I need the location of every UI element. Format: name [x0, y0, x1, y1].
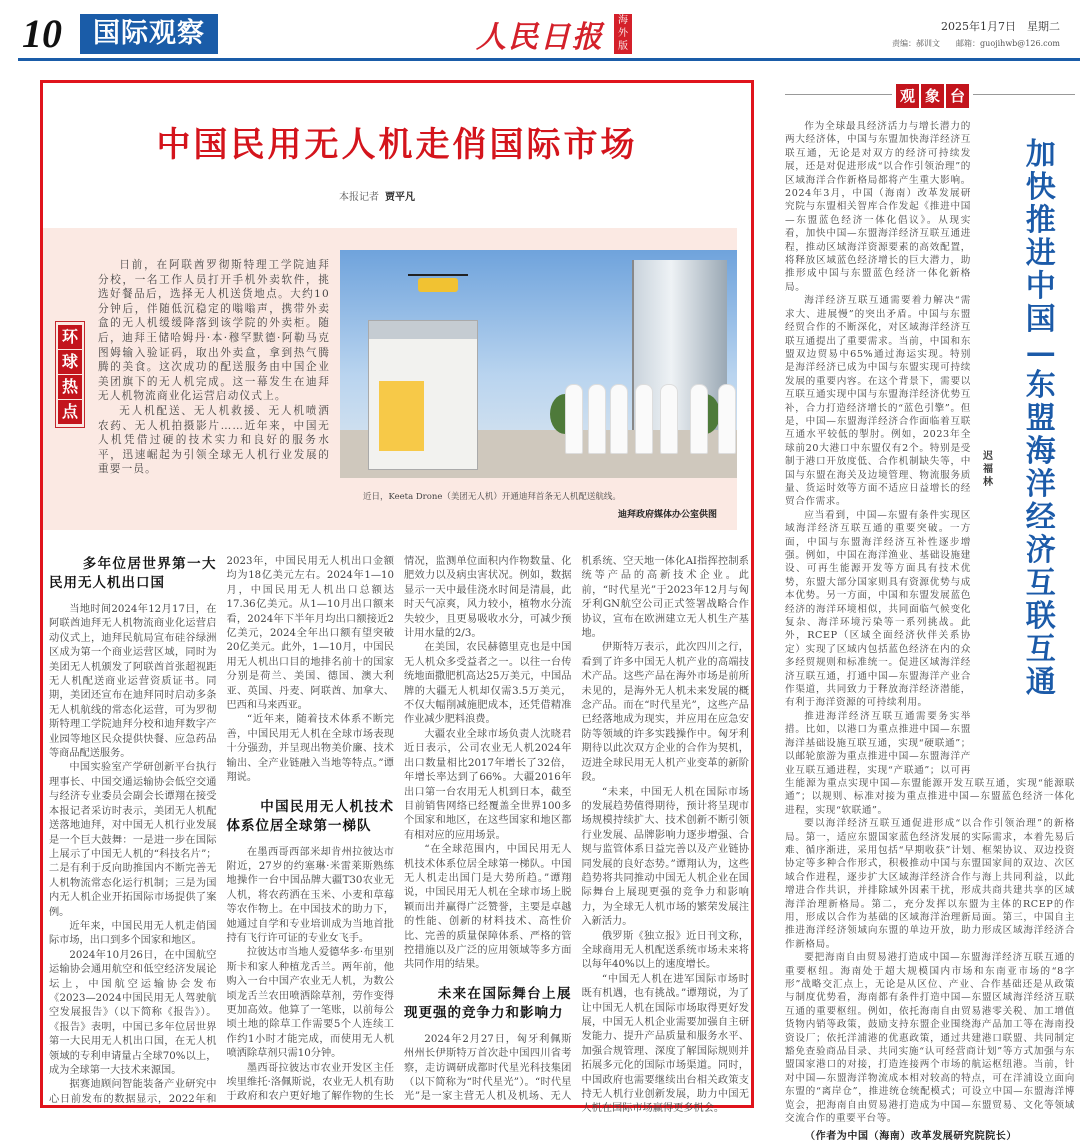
tag-char: 点	[58, 400, 82, 424]
byline-name: 贾平凡	[385, 192, 415, 203]
column-paragraph: 要把海南自由贸易港打造成中国—东盟海洋经济互联互通的重要枢纽。海南处于超大规模国内市场和东南亚市场的“8字形”战略交汇点上，无论是从区位、产业、合作基础还是从政策与制度优势看，海南都有条件打造中国—东盟区域海洋经济互联互通的重要枢纽。例如，依托海南自由贸易港零关税、加工增值货物内销等政策，鼓励支持东盟企业围绕海产品加工等在海南投资设厂；依托洋浦港的优惠政策，通过共建港口联盟、共同制定豁免查验商品目录、共同实施“认可经营商计划”等方式加强与东盟国家港口的对接，打造连接两个市场的航运枢纽港。当前，针对中国—东盟海洋物流成本相对较高的特点，可在洋浦设立面向东盟的“离岸仓”，推进统仓统配模式；可设立中国—东盟海洋博览会，把海南自由贸易港打造成为中国—东盟贸易、文化等领域交流合作的重要平台等。	[785, 952, 1075, 1125]
page-header	[0, 0, 1080, 62]
body-paragraph: “近年来，随着技术体系不断完善，中国民用无人机在全球市场表现十分强劲，并呈现出物美价廉、技术输出、全产业链融入当地等特点。”谭翔说。	[226, 714, 394, 784]
label-char: 象	[921, 84, 944, 108]
lead-section	[43, 228, 737, 530]
page-number: 10	[22, 11, 62, 56]
drone-delivery-photo	[340, 250, 737, 478]
label-char: 观	[896, 84, 919, 108]
column-text	[785, 120, 1075, 1142]
subheading: 多年位居世界第一大民用无人机出口国	[49, 556, 217, 591]
subheading: 未来在国际舞台上展现更强的竞争力和影响力	[404, 985, 572, 1021]
section-title: 国际观察	[80, 14, 218, 54]
tag-char: 球	[58, 350, 82, 374]
body-paragraph: 当地时间2024年12月17日，在阿联酋迪拜无人机物流商业化运营启动仪式上，迪拜民航局宣布硅谷绿洲区成为第一个商业运营区域，同时为美团无人机颁发了阿联酋首张超视距无人机配送商业运营资质证书。同期，美团还宣布在迪拜同时启动多条无人机航线的常态化运营，可为罗彻斯特理工学院迪拜分校和迪拜数字产业园等地区民众提供快餐、应急药品等商品配送服务。	[49, 604, 217, 760]
body-paragraph: “中国无人机在进军国际市场时既有机遇，也有挑战。”谭翔说，为了让中国无人机在国际市场取得更好发展，中国无人机企业需要加强自主研发能力、提升产品质量和服务水平、加强合规管理、深度了解国际规则并拓展多元化的国际市场渠道。同时，中国政府也需要继续出台相关政策支持无人机行业创新发展，助力中国无人机在国际市场赢得更多机会。	[581, 973, 749, 1115]
column-paragraph: 作为全球最具经济活力与增长潜力的两大经济体，中国与东盟加快海洋经济互联互通，无论是对双方的经济可持续发展，还是对促进形成“以合作引领治理”的区域海洋合作新格局都将产生重大影响。2024年3月，中国（海南）改革发展研究院与东盟相关智库合作发起《推进中国—东盟蓝色经济一体化倡议》。从现实看，加快中国—东盟海洋经济互联互通进程，推动区域海洋资源要素的高效配置，将释放区域蓝色经济增长的巨大潜力，助推形成中国与东盟蓝色经济一体化新格局。	[785, 121, 971, 293]
lead-paragraph: 无人机配送、无人机救援、无人机喷洒农药、无人机拍摄影片……近年来，中国无人机凭借过硬的技术实力和良好的服务水平，迅速崛起为引领全球无人机行业发展的重要一员。	[98, 404, 330, 476]
body-paragraph: 2024年10月26日，在中国航空运输协会通用航空和低空经济发展论坛上，中国航空运输协会发布《2023—2024中国民用无人驾驶航空发展报告》（以下简称《报告》）。《报告》表明，中国已多年位居世界第一大民用无人机出口国，在无人机领域的专利申请量占全球70%以上，成为全球第一大技术来源国。	[49, 949, 217, 1076]
byline-label: 本报记者	[339, 192, 379, 203]
edition-badge: 海外版	[614, 14, 632, 54]
drone-icon	[418, 278, 458, 292]
body-paragraph: “在全球范围内，中国民用无人机技术体系位居全球第一梯队。中国无人机走出国门是大势所趋。”谭翔说，中国民用无人机在全球市场上脱颖而出并赢得广泛赞誉，主要是卓越的性能、创新的材料技术、高性价比、完善的质量保障体系、严格的管控措施以及广泛的应用领域等多方面共同作用的结果。	[404, 844, 572, 971]
body-paragraph: 中国实验室产学研创新平台执行理事长、中国交通运输协会低空交通与经济专业委员会副会长谭翔在接受本报记者采访时表示，美团无人机配送落地迪拜，对中国无人机行业发展是一个巨大鼓舞：一是进一步在国际上展示了中国无人机的“科技名片”；二是有利于反向助推国内不断完善无人机物流常态化运行机制；三是为国内无人机企业开拓国际市场提供了案例。	[49, 762, 217, 918]
column-title: 加快推进中国—东盟海洋经济互联互通	[1025, 137, 1057, 700]
newspaper-logo: 人民日报	[476, 20, 604, 55]
opinion-column	[785, 80, 1075, 1142]
lead-text	[98, 258, 330, 477]
column-paragraph: 推进海洋经济互联互通需要务实举措。比如，以港口为重点推进中国—东盟海洋基础设施互联互通，实现“硬联通”；以邮轮旅游为重点推进中国—东盟海洋产业互联互通进程，实现“产联通”；以可再生能源为重点实现中国—东盟能源开发互联互通，实现“能源联通”；以规则、标准对接为重点推进中国—东盟蓝色经济一体化进程，实现“软联通”。	[785, 710, 1075, 816]
photo-caption: 近日，Keeta Drone（美团无人机）开通迪拜首条无人机配送航线。	[363, 492, 621, 502]
label-char: 台	[946, 84, 969, 108]
body-paragraph: 2024年2月27日，匈牙利佩斯州州长伊斯特万首次赴中国四川省考察，走访调研成都时代星光科技集团（以下简称为“时代星光”）。“时代星光”是一家主营无人机及机场、无人机系统、空天地一体化AI指挥控制系统等产品的高新技术企业。此前，“时代星光”于2023年12月与匈牙利GN航空公司正式签署战略合作协议，宣布在欧洲建立无人机生产基地。	[404, 556, 749, 1103]
body-paragraph: 在美国，农民赫德里克也是中国无人机众多受益者之一。以往一台传统地面撒肥机高达25万美元，中国品牌的大疆无人机却仅需3.5万美元，不仅大幅削减施肥成本，还凭借精准作业减少肥料浪费。	[404, 642, 572, 726]
tag-char: 热	[58, 375, 82, 399]
lead-paragraph: 日前，在阿联酋罗彻斯特理工学院迪拜分校，一名工作人员打开手机外卖软件，挑选好餐品后，选择无人机送货地点。大约10分钟后，伴随低沉稳定的嗡嗡声，携带外卖盒的无人机缓缓降落到该学院的外卖柜。随后，迪拜王储哈姆丹·本·穆罕默德·阿勒马克图姆输入验证码，取出外卖盒，拿到热气腾腾的美食。这次成功的配送服务由中国企业美团旗下的无人机完成。这一幕发生在迪拜无人机物流商业化运营启动仪式上。	[98, 259, 330, 403]
column-label	[892, 84, 973, 108]
column-title-block	[977, 120, 1075, 775]
body-paragraph: 墨西哥拉彼达市农业开发区主任埃里维托·洛佩斯说，农业无人机有助于政府和农户更好地了解作物的生长情况，监测单位面积内作物数量、化肥效力以及病虫害状况。例如，数据显示一天中最佳浇水时间是清晨，此时天气凉爽，风力较小，植物水分流失较少，且更易吸收水分，可减少预计用水量的2/3。	[226, 556, 572, 1103]
author-note: （作者为中国（海南）改革发展研究院院长）	[805, 1131, 1017, 1142]
body-paragraph: 据赛迪顾问智能装备产业研究中心日前发布的数据显示，2022年和2023年，中国民用无人机出口金额均为18亿美元左右。2024年1—10月，中国民用无人机出口总额达17.36亿美元。从1—10月出口额来看，2024年下半年月均出口额接近2亿美元，2024全年出口额有望突破20亿美元。此外，1—10月，中国民用无人机出口目的地排名前十的国家分别是荷兰、美国、德国、澳大利亚、英国、丹麦、阿联酋、加拿大、巴西和马来西亚。	[49, 556, 394, 1105]
header-divider	[18, 58, 1080, 61]
issue-date: 2025年1月7日 星期二	[941, 20, 1060, 33]
body-paragraph: 拉彼达市当地人爱德华多·布里别斯卡和家人种植龙舌兰。两年前，他购入一台中国产农业无人机，为数公顷龙舌兰农田喷洒除草剂，劳作变得更加高效。他算了一笔账，以前每公顷土地的除草工作需要5个人连续工作约1小时才能完成，而使用无人机喷洒除草剂只需10分钟。	[226, 947, 394, 1060]
body-paragraph: “未来，中国无人机在国际市场的发展趋势值得期待，预计将呈现市场规模持续扩大、技术创新不断引领行业发展、品牌影响力逐步增强、合规与监管体系日益完善以及产业链协同发展的良好态势。”谭翔认为，这些趋势将共同推动中国无人机企业在国际舞台上展现更强的竞争力和影响力，为全球无人机市场的繁荣发展注入新活力。	[581, 786, 749, 928]
column-paragraph: 应当看到，中国—东盟有条件实现区域海洋经济互联互通的重要突破。一方面，中国与东盟海洋经济互补性逐步增强。例如，中国在海洋渔业、基础设施建设、可再生能源开发等方面具有技术优势，东盟大部分国家则具有资源优势与成本优势。另一方面，中国和东盟发展蓝色经济的海洋环境相似，共同面临气候变化复杂、海洋环境污染等一系列挑战。此外，RCEP（区域全面经济伙伴关系协定）实现了区域内包括蓝色经济在内的众多经贸规则和标准统一。促进区域海洋经济互联互通，打通中国—东盟海洋产业合作渠道，共同致力于释放海洋经济潜能，有利于海洋资源的可持续利用。	[785, 509, 971, 709]
main-article	[40, 80, 754, 1115]
photo-credit: 迪拜政府媒体办公室供图	[617, 510, 717, 520]
column-author: 迟福林	[983, 451, 994, 488]
body-paragraph: 伊斯特万表示，此次四川之行，看到了许多中国无人机产业的高端技术产品。这些产品在海外市场是前所未见的，是海外无人机未来发展的概念产品。而在“时代星光”，这些产品已经落地成为现实，并应用在应急安防等领域的许多实践操作中。匈牙利期待以此次双方企业的合作为契机，迈进全球民用无人机产业变革的新阶段。	[581, 642, 749, 784]
body-paragraph: 近年来，中国民用无人机走俏国际市场，出口到多个国家和地区。	[49, 920, 217, 947]
editor-info: 责编：郝训文 邮箱：guojihwb@126.com	[892, 39, 1060, 48]
article-body	[49, 555, 749, 1117]
body-paragraph: 俄罗斯《独立报》近日刊文称，全球商用无人机配送系统市场未来将以每年40%以上的速度增长。	[581, 930, 749, 971]
tag-char: 环	[58, 325, 82, 349]
column-paragraph: 要以海洋经济互联互通促进形成“以合作引领治理”的新格局。第一，适应东盟国家蓝色经济发展的实际需求，本着先易后难、循序渐进，采用包括“早期收获”计划、框架协议、双边投资协定等多种合作形式，积极推动中国与东盟国家间的双边、次区域合作进程，逐步扩大区域海洋经济合作与海上共同利益，以此增进合作共识，并排除域外因素干扰，形成共商共建共享的区域海洋治理新格局。第二，充分发挥以东盟为主体的RCEP的作用，形成以合作为基础的区域海洋治理新局面。第三，中国自主推进海洋经济领域向东盟的单边开放，助力形成区域海洋经济合作新格局。	[785, 818, 1075, 950]
delivery-locker	[368, 320, 478, 470]
global-hotspot-tag	[55, 321, 85, 428]
byline	[339, 188, 415, 203]
column-paragraph: 海洋经济互联互通需要着力解决“需求大、进展慢”的突出矛盾。中国与东盟经贸合作的不断深化，对区域海洋经济互联互通提出了重要需求。当前，中国和东盟双边贸易中65%通过海运实现。特别是海洋经济已成为中国与东盟实现可持续发展的重要内容。在这个背景下，需要以互联互通实现中国与东盟海洋经济优势互补，合力打造经济增长的“蓝色引擎”。但是，中国—东盟海洋经济合作面临着互联互通水平较低的掣肘。例如，2023年全球前20大港口中东盟仅有2个。特别是受制于港口开放度低、合作机制缺失等，中国与东盟在海关及边境管理、物流服务质量、货运时效等方面不适应日益增长的经贸合作需求。	[785, 295, 971, 508]
subheading: 中国民用无人机技术体系位居全球第一梯队	[226, 798, 394, 834]
body-paragraph: 大疆农业全球市场负责人沈晓君近日表示，公司农业无人机2024年出口数量相比2017年增长了32倍，年增长率达到了66%。大疆2016年出口第一台农用无人机到日本，截至目前销售网络已经覆盖全世界100多个国家和地区，在这些国家和地区都有相对应的应用场景。	[404, 728, 572, 841]
article-title: 中国民用无人机走俏国际市场	[156, 125, 638, 165]
body-paragraph: 在墨西哥西部米却肯州拉彼达市附近，27岁的约塞琳·米雷莱斯熟练地操作一台中国品牌大疆T30农业无人机，将农药洒在玉米、小麦和草莓等农作物上。在中国技术的助力下，她通过自学和专业培训成为当地首批持有飞行许可证的专业女飞手。	[226, 846, 394, 944]
